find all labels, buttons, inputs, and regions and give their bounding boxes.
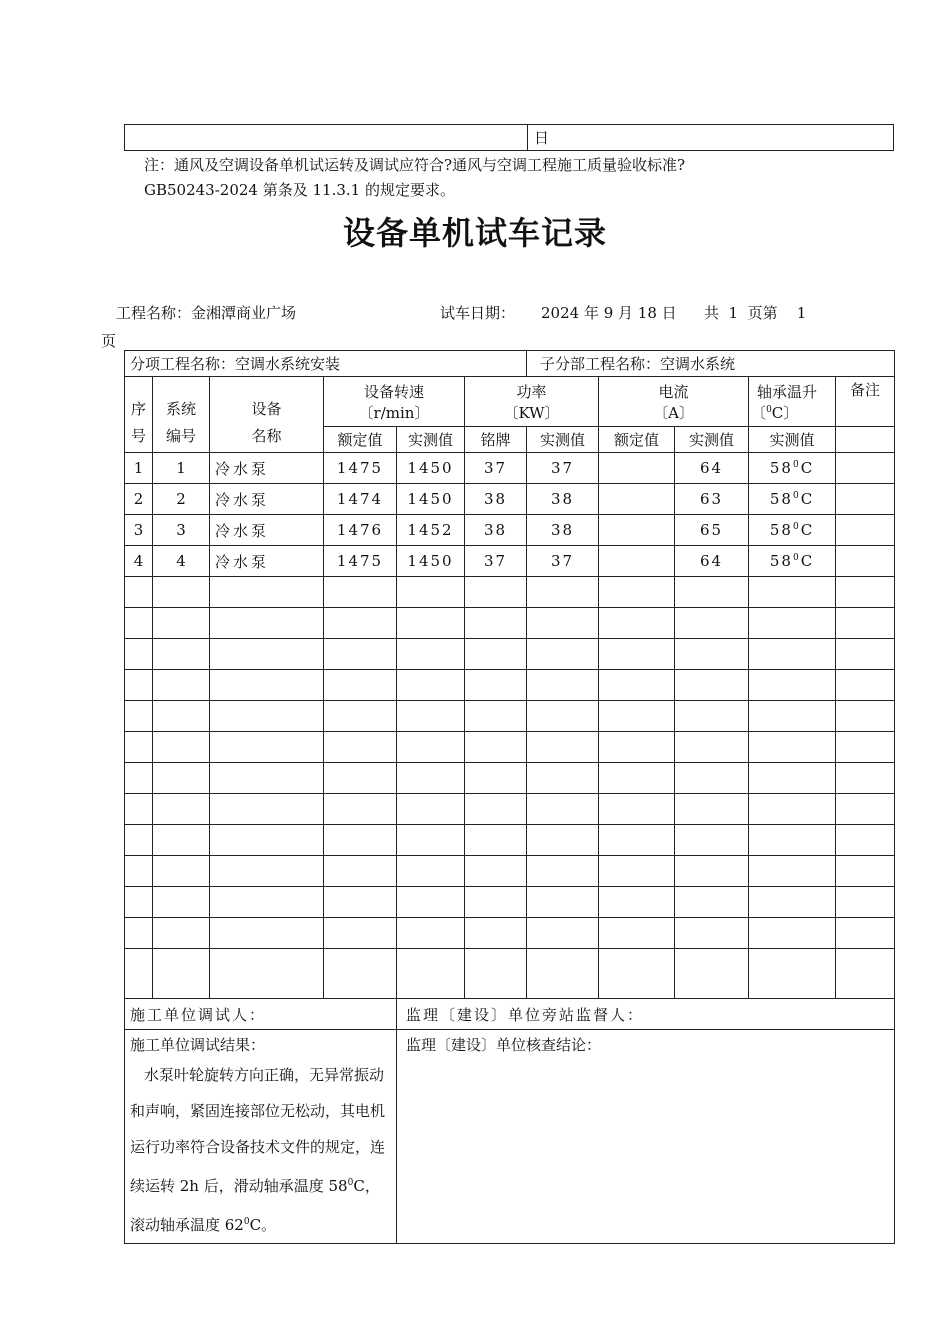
empty-row [125, 639, 895, 670]
cell-cur-meas: 64 [675, 546, 749, 577]
empty-cell [749, 949, 836, 999]
empty-cell [153, 577, 210, 608]
empty-cell [527, 577, 599, 608]
fragment-right-cell: 日 [528, 125, 894, 151]
empty-cell [210, 732, 324, 763]
cell-power-meas: 37 [527, 453, 599, 484]
cell-seq: 3 [125, 515, 153, 546]
empty-cell [125, 639, 153, 670]
empty-cell [599, 856, 675, 887]
empty-row [125, 949, 895, 999]
page-suffix: 页 [101, 332, 117, 350]
empty-cell [324, 670, 397, 701]
cell-name: 冷水泵 [210, 453, 324, 484]
cell-power-meas: 38 [527, 484, 599, 515]
empty-row [125, 732, 895, 763]
cell-speed-meas: 1452 [397, 515, 465, 546]
empty-cell [675, 887, 749, 918]
empty-cell [675, 732, 749, 763]
empty-cell [836, 825, 895, 856]
cell-seq: 2 [125, 484, 153, 515]
cell-seq: 4 [125, 546, 153, 577]
empty-cell [465, 825, 527, 856]
cell-speed-rated: 1475 [324, 546, 397, 577]
empty-cell [324, 794, 397, 825]
empty-cell [675, 608, 749, 639]
empty-cell [675, 856, 749, 887]
empty-cell [324, 763, 397, 794]
empty-cell [397, 608, 465, 639]
empty-cell [599, 825, 675, 856]
empty-cell [153, 732, 210, 763]
empty-cell [675, 794, 749, 825]
empty-row [125, 794, 895, 825]
cell-sys: 4 [153, 546, 210, 577]
empty-cell [599, 670, 675, 701]
empty-cell [675, 577, 749, 608]
cell-speed-rated: 1475 [324, 453, 397, 484]
empty-cell [125, 949, 153, 999]
cell-remark [836, 453, 895, 484]
empty-cell [210, 856, 324, 887]
trial-record-table [124, 350, 895, 1244]
note-line-1: 注：通风及空调设备单机试运转及调试应符合?通风与空调工程施工质量验收标准? [144, 156, 686, 174]
page-count: 共 1 页第 1 [704, 304, 807, 322]
empty-cell [153, 856, 210, 887]
cell-sys: 2 [153, 484, 210, 515]
empty-cell [836, 763, 895, 794]
cell-name: 冷水泵 [210, 484, 324, 515]
empty-cell [153, 949, 210, 999]
empty-cell [749, 794, 836, 825]
empty-cell [675, 670, 749, 701]
cell-speed-meas: 1450 [397, 546, 465, 577]
cell-cur-meas: 63 [675, 484, 749, 515]
empty-cell [153, 794, 210, 825]
empty-cell [749, 701, 836, 732]
empty-cell [125, 670, 153, 701]
empty-cell [465, 608, 527, 639]
empty-cell [210, 825, 324, 856]
empty-cell [527, 639, 599, 670]
empty-cell [749, 608, 836, 639]
empty-cell [125, 887, 153, 918]
empty-cell [397, 794, 465, 825]
empty-cell [324, 639, 397, 670]
empty-cell [749, 732, 836, 763]
empty-cell [397, 918, 465, 949]
empty-cell [527, 856, 599, 887]
empty-cell [465, 577, 527, 608]
empty-cell [836, 918, 895, 949]
empty-cell [324, 887, 397, 918]
cell-name: 冷水泵 [210, 546, 324, 577]
empty-cell [527, 825, 599, 856]
empty-cell [599, 639, 675, 670]
speed-rated-header: 额定值 [324, 427, 397, 453]
empty-cell [599, 701, 675, 732]
cell-remark [836, 546, 895, 577]
empty-row [125, 825, 895, 856]
empty-cell [125, 918, 153, 949]
empty-cell [397, 887, 465, 918]
empty-cell [836, 608, 895, 639]
empty-cell [749, 856, 836, 887]
empty-cell [210, 670, 324, 701]
sub-project-name: 分项工程名称：空调水系统安装 [125, 351, 527, 377]
empty-cell [836, 732, 895, 763]
empty-row [125, 608, 895, 639]
empty-cell [599, 732, 675, 763]
empty-cell [210, 639, 324, 670]
empty-cell [324, 577, 397, 608]
empty-cell [749, 577, 836, 608]
supervisor-witness: 监理〔建设〕单位旁站监督人： [397, 999, 895, 1030]
cell-power-plate: 38 [465, 484, 527, 515]
empty-cell [465, 794, 527, 825]
cell-cur-meas: 64 [675, 453, 749, 484]
empty-cell [465, 639, 527, 670]
empty-cell [749, 670, 836, 701]
project-name: 工程名称：金湘潭商业广场 [116, 304, 297, 322]
empty-cell [324, 918, 397, 949]
cell-power-plate: 37 [465, 546, 527, 577]
empty-cell [125, 794, 153, 825]
empty-cell [527, 763, 599, 794]
empty-cell [465, 918, 527, 949]
empty-cell [125, 763, 153, 794]
empty-cell [836, 670, 895, 701]
empty-cell [836, 701, 895, 732]
empty-cell [324, 732, 397, 763]
empty-cell [836, 639, 895, 670]
empty-row [125, 670, 895, 701]
col-current-header: 电流 〔A〕 [599, 377, 749, 427]
contractor-result-label: 施工单位调试结果： [130, 1036, 266, 1054]
empty-cell [125, 825, 153, 856]
col-sysno-header: 系统 编号 [153, 377, 210, 453]
empty-cell [599, 918, 675, 949]
contractor-tester: 施工单位调试人： [125, 999, 397, 1030]
empty-cell [210, 794, 324, 825]
cell-temp: $58^0C$ [749, 453, 836, 484]
empty-cell [465, 701, 527, 732]
empty-cell [527, 608, 599, 639]
supervisor-conclusion-cell [397, 1030, 895, 1244]
empty-cell [749, 887, 836, 918]
empty-cell [210, 701, 324, 732]
col-remark-header: 备注 [836, 377, 895, 427]
empty-cell [749, 825, 836, 856]
empty-cell [599, 887, 675, 918]
empty-cell [397, 701, 465, 732]
previous-form-fragment [124, 124, 894, 151]
supervisor-conclusion-label: 监理〔建设〕单位核查结论： [406, 1036, 602, 1054]
empty-cell [125, 608, 153, 639]
empty-cell [210, 918, 324, 949]
col-equip-header: 设备 名称 [210, 377, 324, 453]
empty-cell [599, 794, 675, 825]
empty-cell [675, 949, 749, 999]
cell-remark [836, 515, 895, 546]
empty-cell [125, 856, 153, 887]
cell-temp: $58^0C$ [749, 484, 836, 515]
empty-cell [749, 918, 836, 949]
empty-cell [599, 763, 675, 794]
empty-cell [749, 763, 836, 794]
page-title: 设备单机试车记录 [342, 214, 607, 252]
table-row [125, 546, 895, 577]
empty-cell [153, 763, 210, 794]
empty-cell [210, 949, 324, 999]
trial-date-value: 2024 年 9 月 18 日 [541, 304, 677, 322]
cell-name: 冷水泵 [210, 515, 324, 546]
contractor-result-text: 水泵叶轮旋转方向正确，无异常振动和声响，紧固连接部位无松动，其电机运行功率符合设备技术文件的规定，连续运转 2h 后，滑动轴承温度 $58^0C$，滚动轴承温度 $62^0C$。 [130, 1066, 386, 1234]
empty-row [125, 701, 895, 732]
empty-cell [397, 825, 465, 856]
cell-speed-meas: 1450 [397, 484, 465, 515]
empty-cell [397, 577, 465, 608]
empty-cell [599, 608, 675, 639]
empty-cell [749, 639, 836, 670]
empty-cell [836, 887, 895, 918]
col-seq-header: 序 号 [125, 377, 153, 453]
empty-cell [527, 701, 599, 732]
cell-speed-rated: 1476 [324, 515, 397, 546]
empty-cell [836, 856, 895, 887]
cell-power-meas: 38 [527, 515, 599, 546]
trial-date-label: 试车日期： [440, 304, 516, 322]
empty-cell [324, 856, 397, 887]
empty-cell [675, 825, 749, 856]
empty-cell [675, 701, 749, 732]
empty-row [125, 577, 895, 608]
empty-cell [527, 670, 599, 701]
cell-sys: 1 [153, 453, 210, 484]
empty-cell [397, 763, 465, 794]
empty-cell [465, 670, 527, 701]
empty-cell [153, 887, 210, 918]
sub-division-name: 子分部工程名称：空调水系统 [527, 351, 895, 377]
cell-cur-rated [599, 453, 675, 484]
remark-sub-cell [836, 427, 895, 453]
col-temp-header: 轴承温升 〔$^0$C〕 [749, 377, 836, 427]
cell-seq: 1 [125, 453, 153, 484]
cell-temp: $58^0C$ [749, 515, 836, 546]
table-row [125, 453, 895, 484]
empty-cell [675, 918, 749, 949]
empty-cell [836, 949, 895, 999]
empty-cell [125, 701, 153, 732]
empty-row [125, 856, 895, 887]
cell-power-plate: 38 [465, 515, 527, 546]
empty-cell [599, 577, 675, 608]
cell-cur-meas: 65 [675, 515, 749, 546]
empty-cell [836, 794, 895, 825]
empty-cell [527, 794, 599, 825]
empty-cell [675, 763, 749, 794]
cell-speed-meas: 1450 [397, 453, 465, 484]
empty-cell [397, 639, 465, 670]
empty-cell [836, 577, 895, 608]
empty-cell [397, 670, 465, 701]
empty-cell [153, 670, 210, 701]
empty-cell [324, 825, 397, 856]
speed-measured-header: 实测值 [397, 427, 465, 453]
table-row [125, 515, 895, 546]
empty-cell [397, 856, 465, 887]
temp-measured-header: 实测值 [749, 427, 836, 453]
cell-power-meas: 37 [527, 546, 599, 577]
power-nameplate-header: 铭牌 [465, 427, 527, 453]
empty-cell [210, 577, 324, 608]
empty-cell [324, 608, 397, 639]
empty-cell [210, 608, 324, 639]
empty-cell [675, 639, 749, 670]
cell-power-plate: 37 [465, 453, 527, 484]
cell-cur-rated [599, 515, 675, 546]
empty-cell [210, 887, 324, 918]
empty-cell [125, 577, 153, 608]
empty-cell [527, 949, 599, 999]
col-power-header: 功率 〔KW〕 [465, 377, 599, 427]
empty-cell [153, 639, 210, 670]
table-row [125, 484, 895, 515]
fragment-left-cell [125, 125, 528, 151]
empty-cell [527, 918, 599, 949]
empty-cell [599, 949, 675, 999]
empty-cell [153, 701, 210, 732]
empty-cell [153, 918, 210, 949]
cell-cur-rated [599, 484, 675, 515]
empty-cell [324, 701, 397, 732]
cell-sys: 3 [153, 515, 210, 546]
cell-remark [836, 484, 895, 515]
cell-temp: $58^0C$ [749, 546, 836, 577]
empty-row [125, 918, 895, 949]
empty-cell [527, 732, 599, 763]
empty-cell [465, 949, 527, 999]
empty-cell [397, 949, 465, 999]
note-line-2: GB50243-2024 第条及 11.3.1 的规定要求。 [144, 181, 455, 199]
empty-cell [125, 732, 153, 763]
empty-cell [465, 856, 527, 887]
power-measured-header: 实测值 [527, 427, 599, 453]
current-rated-header: 额定值 [599, 427, 675, 453]
current-measured-header: 实测值 [675, 427, 749, 453]
empty-cell [465, 887, 527, 918]
empty-cell [324, 949, 397, 999]
empty-row [125, 887, 895, 918]
contractor-result-cell [125, 1030, 397, 1244]
empty-cell [153, 825, 210, 856]
empty-cell [153, 608, 210, 639]
empty-cell [465, 763, 527, 794]
empty-row [125, 763, 895, 794]
col-speed-header: 设备转速 〔r/min〕 [324, 377, 465, 427]
empty-cell [210, 763, 324, 794]
empty-cell [397, 732, 465, 763]
cell-speed-rated: 1474 [324, 484, 397, 515]
empty-cell [465, 732, 527, 763]
empty-cell [527, 887, 599, 918]
cell-cur-rated [599, 546, 675, 577]
